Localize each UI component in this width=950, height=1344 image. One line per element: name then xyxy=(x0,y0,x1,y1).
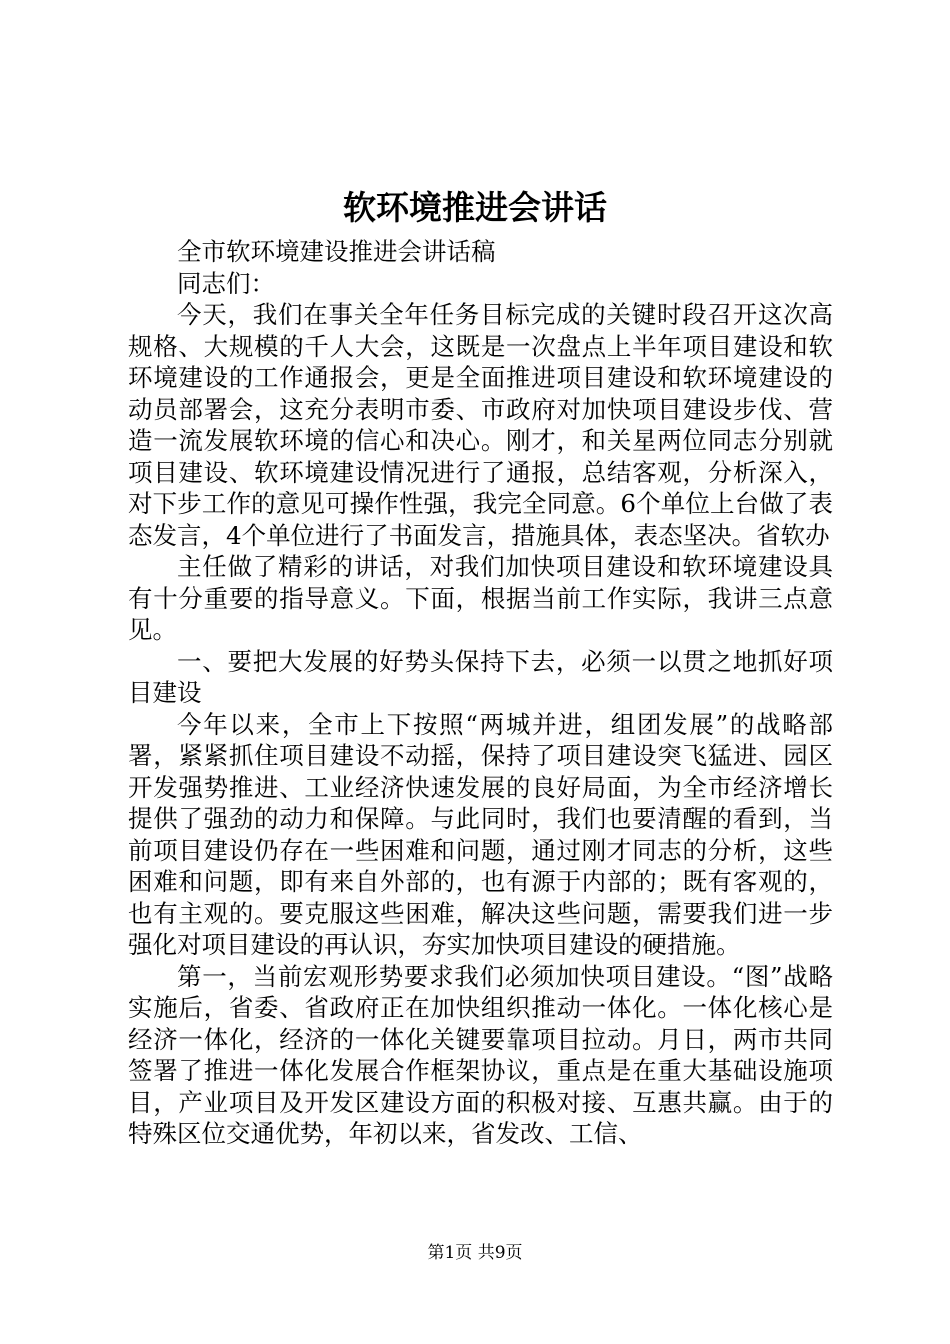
paragraph-subtitle: 全市软环境建设推进会讲话稿 xyxy=(177,237,496,266)
page-footer: 第1页 共9页 xyxy=(427,1243,523,1263)
paragraph: 今年以来，全市上下按照“两城并进，组团发展”的战略部署，紧紧抓住项目建设不动摇，保持了项目建设突飞猛进、园区开发强势推进、工业经济快速发展的良好局面，为全市经济增长提供了强劲的动力和保障。与此同时，我们也要清醒的看到，当前项目建设仍存在一些困难和问题，通过刚才同志的分析，这些困难和问题，即有来自外部的，也有源于内部的；既有客观的，也有主观的。要克服这些困难，解决这些问题，需要我们进一步强化对项目建设的再认识，夯实加快项目建设的硬措施。 xyxy=(128,709,833,959)
paragraph: 主任做了精彩的讲话，对我们加快项目建设和软环境建设具有十分重要的指导意义。下面，根据当前工作实际，我讲三点意见。 xyxy=(128,552,833,644)
document-title: 软环境推进会讲话 xyxy=(343,188,607,227)
section-heading: 一、要把大发展的好势头保持下去，必须一以贯之地抓好项目建设 xyxy=(128,646,833,707)
paragraph: 第一，当前宏观形势要求我们必须加快项目建设。“图”战略实施后，省委、省政府正在加快组织推动一体化。一体化核心是经济一体化，经济的一体化关键要靠项目拉动。月日，两市共同签署了推进一体化发展合作框架协议，重点是在重大基础设施项目，产业项目及开发区建设方面的积极对接、互惠共赢。由于的特殊区位交通优势，年初以来，省发改、工信、 xyxy=(128,961,833,1148)
paragraph-salutation: 同志们： xyxy=(177,268,275,298)
document-body xyxy=(128,236,833,1150)
paragraph: 今天，我们在事关全年任务目标完成的关键时段召开这次高规格、大规模的千人大会，这既是一次盘点上半年项目建设和软环境建设的工作通报会，更是全面推进项目建设和软环境建设的动员部署会，这充分表明市委、市政府对加快项目建设步伐、营造一流发展软环境的信心和决心。刚才，和关星两位同志分别就项目建设、软环境建设情况进行了通报，总结客观，分析深入，对下步工作的意见可操作性强，我完全同意。6个单位上台做了表态发言，4个单位进行了书面发言，措施具体，表态坚决。省软办 xyxy=(128,300,833,550)
